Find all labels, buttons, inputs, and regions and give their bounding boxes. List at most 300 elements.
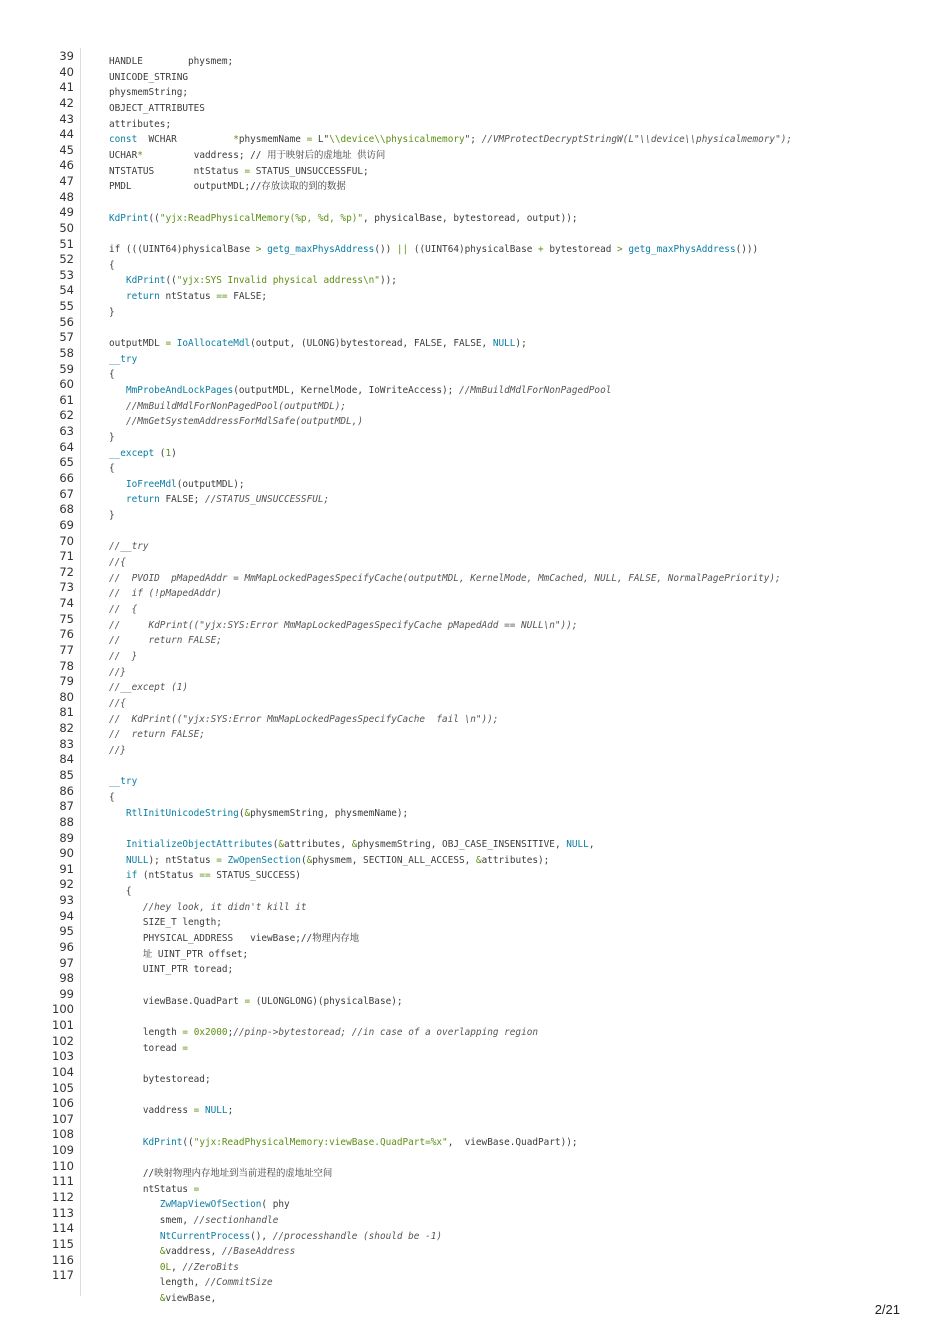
line-number: 98 [59,971,74,986]
code-token [109,275,126,286]
code-token: { [109,792,115,804]
code-line [109,792,115,804]
code-token: ) [171,447,177,459]
code-token: ( phy [261,1199,290,1211]
code-line [109,620,577,632]
code-token: PMDL outputMDL;//存放读取的到的数据 [109,181,346,193]
code-token: NULL [125,854,149,866]
code-token: || [396,243,409,255]
code-token: UNICODE_STRING [109,71,189,83]
code-token: ); [515,337,527,349]
code-token: vaddress, [165,1246,222,1258]
code-token: // KdPrint(("yjx:SYS:Error MmMapLockedPagesSpecifyCache pMapedAdd == NULL\n")); [109,619,578,631]
code-token: (( [182,1136,194,1148]
code-token: //MmBuildMdlForNonPagedPool(outputMDL); [125,400,347,412]
code-token: const [109,134,138,146]
code-line [109,996,403,1008]
code-line [109,588,222,600]
code-line [109,886,132,898]
code-token: //CommitSize [204,1277,273,1289]
line-number: 72 [59,564,74,579]
code-token: attributes); [481,854,550,866]
line-number: 112 [52,1189,74,1204]
code-line [109,1215,278,1227]
code-token: PHYSICAL_ADDRESS viewBase;//物理内存地 [109,932,360,944]
code-token [109,808,126,819]
code-token: { [109,259,115,271]
code-line [109,181,346,193]
code-line [109,1293,216,1305]
code-token: { [109,885,132,897]
line-number: 117 [52,1268,74,1283]
code-line [109,933,359,945]
code-token: attributes; [109,118,172,130]
code-line [109,463,115,475]
code-token: ( [154,447,166,459]
code-token: } [109,306,115,318]
line-number: 65 [59,455,74,470]
line-number: 114 [52,1221,74,1236]
code-token: if [125,870,138,882]
code-line [109,839,594,851]
code-line [109,354,137,366]
code-token: WCHAR [137,134,234,146]
code-line [109,573,781,585]
code-token: // return FALSE; [109,635,222,647]
code-token [109,1231,160,1242]
code-token: STATUS_UNSUCCESSFUL; [250,165,369,177]
code-token: = [306,134,313,146]
code-line [109,401,346,413]
code-token: ( [300,854,307,866]
code-line [109,651,137,663]
line-number: 71 [59,549,74,564]
code-line [109,260,115,272]
code-token: ntStatus [159,290,217,302]
code-line [109,855,549,867]
code-line [109,275,397,287]
line-number: 83 [59,736,74,751]
line-number: 44 [59,127,74,142]
line-number: 92 [59,877,74,892]
line-number: 96 [59,939,74,954]
line-number: 107 [52,1111,74,1126]
code-line [109,682,188,694]
code-line [109,244,758,256]
line-number: 104 [52,1064,74,1079]
code-token: smem, [109,1214,194,1226]
code-line [109,213,578,225]
line-number: 99 [59,986,74,1001]
line-number: 93 [59,893,74,908]
line-number: 87 [59,799,74,814]
code-line [109,917,222,929]
code-line [109,949,248,961]
line-number: 82 [59,721,74,736]
code-token: //sectionhandle [193,1214,279,1226]
line-number: 50 [59,220,74,235]
line-number: 90 [59,846,74,861]
line-number: 51 [59,236,74,251]
code-token: } [109,510,115,522]
code-token: > [255,243,262,255]
line-number: 68 [59,502,74,517]
code-token: \\device\\physicalmemory [329,134,465,146]
code-token: physmemString; [109,87,189,99]
code-token [109,855,126,866]
code-token: ()) [374,243,397,255]
code-token: // return FALSE; [109,729,205,741]
code-token: //__try [109,541,149,553]
code-token: & [351,839,358,850]
code-token: InitializeObjectAttributes [125,839,273,850]
code-token: // KdPrint(("yjx:SYS:Error MmMapLockedPagesSpecifyCache fail \n")); [109,713,499,725]
code-token: __try [109,353,138,365]
code-token: { [109,463,115,475]
code-token: (outputMDL, KernelMode, IoWriteAccess); [233,384,459,396]
code-token: ntStatus [109,1183,194,1195]
code-line [109,1231,442,1243]
code-token: FALSE; [159,494,205,506]
line-number: 102 [52,1033,74,1048]
line-number: 81 [59,705,74,720]
code-token: )); [379,275,397,287]
code-token: (output, (ULONG)bytestoread, FALSE, FALSE, [250,337,493,349]
gutter-divider [80,48,81,1296]
line-number: 108 [52,1127,74,1142]
line-number: 52 [59,252,74,267]
code-line [109,1027,538,1039]
line-number: 95 [59,924,74,939]
code-token: return [125,290,160,302]
code-line [109,56,233,68]
code-token: physmemString, OBJ_CASE_INSENSITIVE, [357,839,567,850]
code-token: * [137,149,143,161]
line-number: 74 [59,596,74,611]
line-number: 64 [59,439,74,454]
code-token: NULL [566,839,589,850]
code-token [109,870,126,881]
code-line [109,1262,239,1274]
code-line [109,291,267,303]
line-number: 70 [59,533,74,548]
line-number: 59 [59,361,74,376]
code-token [109,291,126,302]
code-token: KdPrint [109,212,149,224]
line-number: 110 [52,1158,74,1173]
code-token: getg_maxPhysAddress [628,243,736,255]
code-token: __except [109,447,155,459]
code-line [109,119,171,131]
line-number: 39 [59,49,74,63]
code-line [109,307,115,319]
code-token: , physicalBase, bytestoread, output)); [363,212,578,224]
code-token: (outputMDL); [176,478,245,490]
code-token: (( [165,275,177,287]
line-number: 76 [59,627,74,642]
code-token: NTSTATUS ntStatus [109,165,245,177]
line-number: 46 [59,158,74,173]
code-line [109,369,115,381]
code-line [109,87,188,99]
code-line [109,729,205,741]
line-number: 40 [59,64,74,79]
code-line [109,1043,188,1055]
code-token: bytestoread; [109,1073,211,1085]
line-number: 103 [52,1049,74,1064]
code-token: //processhandle (should be -1) [272,1230,443,1242]
code-token: ZwOpenSection [227,854,301,866]
line-number: 105 [52,1080,74,1095]
code-line [109,1199,290,1211]
code-token: //MmBuildMdlForNonPagedPool [458,384,612,396]
code-token: 1 [165,447,172,459]
code-token: //{ [109,698,126,710]
code-token: FALSE; [227,290,268,302]
code-token: //ZeroBits [182,1261,239,1273]
code-line [109,1184,199,1196]
code-token: KdPrint [142,1136,183,1148]
code-token: UCHAR [109,149,138,161]
code-token: * [233,134,239,146]
code-token: , [171,1261,183,1273]
code-token: = [182,1026,189,1038]
line-number: 69 [59,517,74,532]
code-line [109,448,177,460]
code-token: = [193,1183,200,1195]
line-number: 86 [59,783,74,798]
code-token: = [244,995,251,1007]
code-token: physmemName [238,134,307,146]
code-token: NULL [204,1105,228,1117]
code-token: + [538,243,544,255]
code-token: "yjx:ReadPhysicalMemory:viewBase.QuadPart=%x" [193,1136,448,1148]
code-line [109,667,126,679]
code-token: if (((UINT64)physicalBase [109,243,256,255]
code-token: UINT_PTR toread; [109,964,234,976]
code-token [109,839,126,850]
line-number: 91 [59,861,74,876]
code-token: //STATUS_UNSUCCESSFUL; [204,494,330,506]
code-line [109,745,126,757]
code-line [109,494,329,506]
code-line [109,1105,233,1117]
code-token: //hey look, it didn't kill it [142,901,307,913]
line-number: 66 [59,471,74,485]
code-token: & [244,807,251,819]
code-token [109,1199,160,1210]
code-line [109,1246,295,1258]
code-token: viewBase.QuadPart [109,995,245,1007]
code-line [109,776,137,788]
code-line [109,510,115,522]
code-token: vaddress [109,1105,194,1117]
code-line [109,338,527,350]
line-number: 79 [59,674,74,689]
code-line [109,635,222,647]
code-token [109,479,126,490]
code-token: // if (!pMapedAddr) [109,588,222,600]
code-line [109,416,363,428]
line-number: 58 [59,345,74,360]
code-token: = [244,165,251,177]
code-line [109,1168,332,1180]
line-number: 54 [59,283,74,298]
line-number: 41 [59,80,74,95]
line-number: 113 [52,1205,74,1220]
code-token: ( [272,839,279,850]
code-token: IoAllocateMdl [176,337,251,349]
code-token: //} [109,666,126,678]
code-token: = [216,854,222,866]
code-token [109,1137,143,1148]
code-token: length [109,1026,183,1038]
code-token: HANDLE physmem; [109,56,234,67]
code-token: KdPrint [125,275,166,287]
code-token: //MmGetSystemAddressForMdlSafe(outputMDL,) [125,416,363,428]
line-number: 55 [59,299,74,314]
code-token: getg_maxPhysAddress [267,243,375,255]
line-number: 67 [59,486,74,501]
line-number: 53 [59,267,74,282]
line-number: 106 [52,1096,74,1111]
code-token: , viewBase.QuadPart)); [447,1136,578,1148]
line-number: 115 [52,1236,74,1251]
code-token: attributes, [284,839,352,850]
code-line [109,479,244,491]
code-token: "; [464,134,482,146]
code-token: ); ntStatus [148,854,217,866]
code-token: L" [312,134,330,146]
code-token: RtlInitUnicodeString [125,807,239,819]
code-token: // PVOID pMapedAddr = MmMapLockedPagesSpecifyCache(outputMDL, KernelMode, MmCached, NULL, FALSE, NormalPagePriority); [109,572,781,584]
code-token: bytestoread [543,243,618,255]
code-token: // } [109,651,138,663]
code-line [109,870,301,882]
code-token: MmProbeAndLockPages [125,384,234,396]
line-number: 84 [59,752,74,767]
line-number: 80 [59,689,74,704]
code-token: & [306,854,313,866]
code-token: ZwMapViewOfSection [159,1199,262,1211]
line-number: 109 [52,1143,74,1158]
code-token: == [216,290,228,302]
line-number: 116 [52,1252,74,1267]
code-token: NULL [492,337,516,349]
code-token: return [125,494,160,506]
line-number: 77 [59,642,74,657]
code-token: NtCurrentProcess [159,1230,251,1242]
code-token: "yjx:SYS Invalid physical address\n" [176,275,380,287]
code-token: //{ [109,557,126,569]
code-line [109,72,188,84]
line-number: 101 [52,1018,74,1033]
code-token: = [193,1105,200,1117]
code-token [109,1262,160,1273]
code-token: //} [109,745,126,757]
code-token: (ntStatus [137,870,200,882]
code-line [109,541,149,553]
code-token: __try [109,776,138,788]
line-number: 47 [59,174,74,189]
code-line [109,698,126,710]
code-token: //pinp->bytestoread; //in case of a overlapping region [233,1026,539,1038]
code-line [109,604,137,616]
line-number: 88 [59,814,74,829]
code-token: physmemString, physmemName); [250,807,409,819]
code-token: toread [109,1042,183,1054]
line-number: 42 [59,95,74,110]
code-token: (( [148,212,160,224]
code-token: vaddress; // 用于映射后的虚地址 供访问 [142,149,386,161]
code-token: outputMDL [109,337,166,349]
code-line [109,964,233,976]
line-number: 49 [59,205,74,220]
line-number: 75 [59,611,74,626]
line-number: 63 [59,424,74,439]
code-line [109,103,205,115]
code-token: & [159,1293,166,1305]
code-token: ())) [735,243,759,255]
line-number: 61 [59,392,74,407]
code-line [109,902,307,914]
code-token: //__except (1) [109,682,189,694]
code-token: > [617,243,623,255]
code-line [109,134,792,146]
code-token: & [159,1246,166,1258]
line-number: 48 [59,189,74,204]
code-token: (), [250,1230,273,1242]
page-number: 2/21 [874,1302,900,1317]
code-token: == [199,870,211,882]
code-token: & [278,839,284,850]
code-token: //BaseAddress [221,1246,296,1258]
code-line [109,1074,211,1086]
code-line [109,385,611,397]
code-token [109,902,143,913]
code-token [109,1246,160,1257]
code-line [109,150,385,162]
code-token: ; [227,1105,234,1117]
code-token: , [588,839,595,850]
line-number: 78 [59,658,74,673]
code-token: OBJECT_ATTRIBUTES [109,102,205,114]
line-number: 56 [59,314,74,329]
code-line [109,166,369,178]
code-token: & [475,854,482,866]
code-token: STATUS_SUCCESS) [210,870,301,882]
code-line [109,1137,578,1149]
code-line [109,557,126,569]
code-token: ((UINT64)physicalBase [408,243,539,255]
code-token: = [165,337,172,349]
line-number: 60 [59,377,74,392]
code-token: ( [238,807,245,819]
code-token: //VMProtectDecryptStringW(L"\\device\\physicalmemory"); [481,134,793,146]
code-line [109,808,408,820]
code-token: 址 UINT_PTR offset; [109,948,249,960]
line-number: 43 [59,111,74,126]
line-number: 111 [52,1174,74,1189]
line-number: 45 [59,142,74,157]
code-token: //映射物理内存地址到当前进程的虚地址空间 [109,1167,333,1179]
line-number: 85 [59,767,74,782]
code-token [109,1293,160,1304]
code-token: physmem, SECTION_ALL_ACCESS, [312,854,476,866]
code-line [109,714,498,726]
line-number: 62 [59,408,74,423]
code-token [109,401,126,412]
